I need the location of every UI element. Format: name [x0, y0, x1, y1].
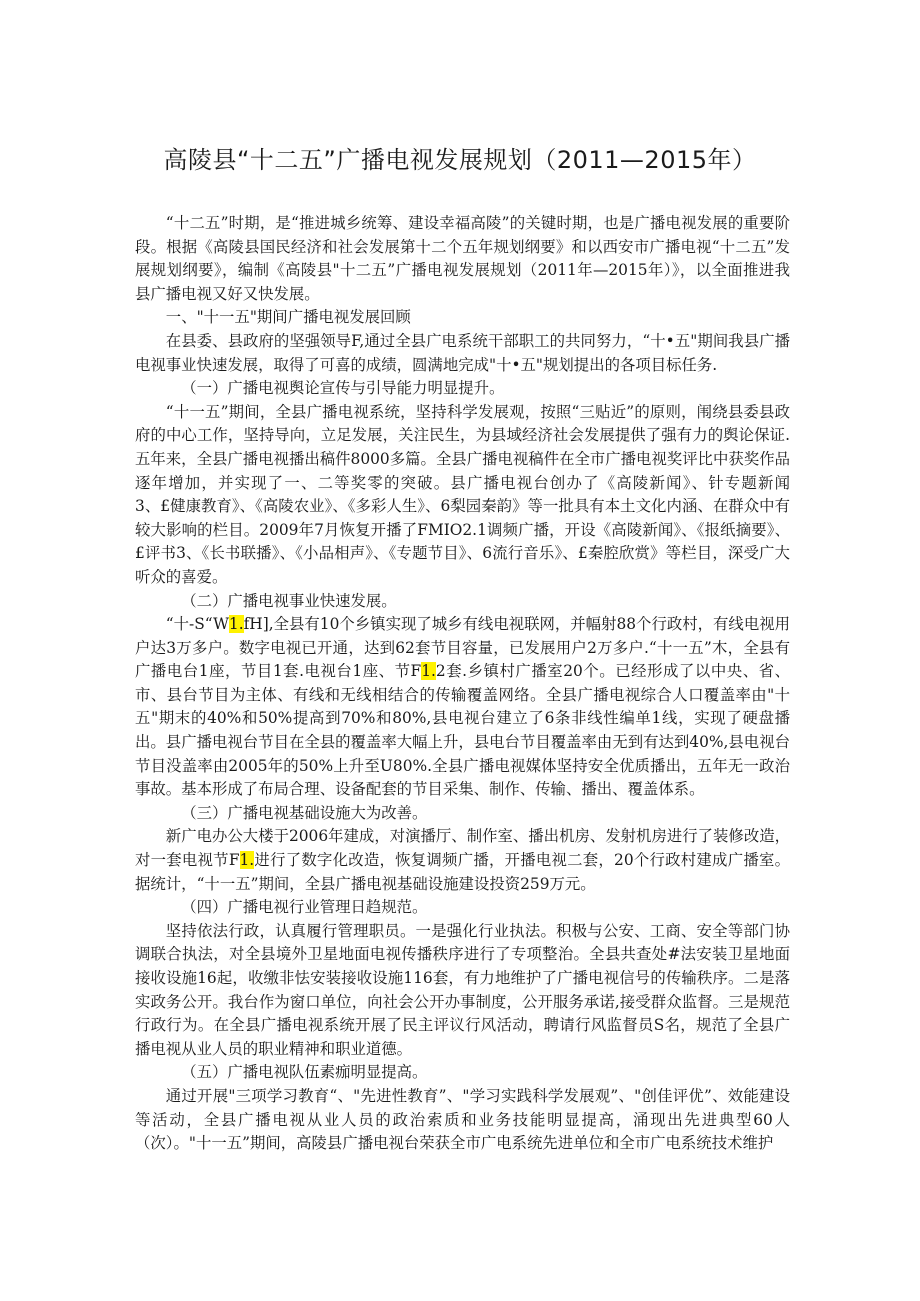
text-segment: “十一五”期间，全县广播电视系统，坚持科学发展观，按照“三贴近”的原则，闱绕县委县政府的中心工作，坚持导向，立足发展，关注民生，为县域经济社会发展提供了强有力的舆论保证.五年来，全县广播电视播出稿件8000多篇。全县广播电视稿件在全市广播电视奖评比中获奖作品逐年增加，并实现了一、二等奖零的突破。县广播电视台创办了《高陵新闻》、针专题新闻3、£健康教育》、《高陵农业》、《多彩人生》、6梨园秦韵》等一批具有本土文化内涵、在群众中有较大影响的栏目。2009年7月恢复开播了FMIO2.1调频广播，开设《高陵新闻》、《报纸摘要》、£评书3、《长书联播》、《小品相声》、《专题节目》、6流行音乐》、£秦腔欣赏》等栏目，深受广大听众的喜爱。 — [135, 402, 790, 586]
paragraph-infrastructure — [135, 825, 790, 896]
text-segment: （五）广播电视队伍素痂明显提高。 — [181, 1063, 428, 1082]
text-segment: fH],全县有10个乡镇实现了城乡有线电视联网，并幅射88个行政村，有线电视用户达3万多户。数字电视已开通，达到62套节目容量，已发展用户2万多户.“十一五”木，全县有广播电台1座，节目1套.电视台1座、节F — [135, 615, 790, 681]
text-segment: 通过开展"三项学习教育“、"先进性教育”、"学习实践科学发展观”、"创佳评优”、效能建设等活动，全县广播电视从业人员的政治索质和业务技能明显提高，涌现出先进典型60人（次）。"十一五”期间，高陵县广播电视台荣获全市广电系统先进单位和全市广电系统技术维护 — [135, 1086, 790, 1153]
text-segment: （二）广播电视事业快速发展。 — [181, 591, 397, 610]
text-segment: （一）广播电视舆论宣传与引导能力明显提升。 — [181, 379, 505, 398]
text-segment: 新广电办公大楼于2006年建成，对演播厅、制作室、播出机房、发射机房进行了装修改造，对一套电视节F — [135, 827, 790, 870]
paragraph-staff-quality — [135, 1085, 790, 1156]
subsection-heading-5 — [135, 1061, 790, 1085]
highlighted-text: 1. — [239, 851, 255, 870]
text-segment: 在县委、县政府的坚强领导F,通过全县广电系统干部职工的共同努力，“十•五"期间我县广播电视事业快速发展，取得了可喜的成绩，圆满地完成"十•五"规划提出的各项目标任务. — [135, 331, 790, 374]
text-segment: 2套.乡镇村广播室20个。已经形成了以中央、省、市、县台节目为主体、有线和无线相结合的传输覆盖网络。全县广播电视综合人口覆盖率由"十五"期末的40%和50%提高到70%和80%,县电视台建立了6条非线性编单1线，实现了硬盘播出。县广播电视台节目在全县的覆盖率大幅上升，县电台节目覆盖率由无到有达到40%,县电视台节目没盖率由2005年的50%上升至U80%.全县广播电视媒体坚持安全优质播出，五年无一政治事故。基本形成了布局合理、设备配套的节目采集、制作、传输、播出、覆盖体系。 — [135, 662, 790, 799]
text-segment: （四）广播电视行业管理日趋规范。 — [181, 898, 428, 917]
document-body — [135, 212, 790, 1156]
subsection-heading-4 — [135, 896, 790, 920]
text-segment: “十-S“W — [165, 615, 229, 634]
subsection-heading-1 — [135, 377, 790, 401]
subsection-heading-2 — [135, 590, 790, 614]
intro-paragraph — [135, 212, 790, 306]
paragraph-management — [135, 920, 790, 1062]
section-heading-1 — [135, 306, 790, 330]
subsection-heading-3 — [135, 802, 790, 826]
document-title: 高陵县“十二五”广播电视发展规划（2011—2015年） — [163, 146, 757, 174]
review-paragraph — [135, 330, 790, 377]
paragraph-rapid-development — [135, 613, 790, 802]
text-segment: 进行了数字化改造，恢复调频广播，开播电视二套，20个行政村建成广播室。据统计，“十一五”期间，全县广播电视基础设施建设投资259万元。 — [135, 851, 790, 893]
text-segment: “十二五”时期，是“推进城乡统筹、建设幸福高陵”的关键时期，也是广播电视发展的重要阶段。根据《高陵县国民经济和社会发展第十二个五年规划纲要》和以西安市广播电视“十二五”发展规划纲要》，编制《高陵县"十二五”广播电视发展规划（2011年—2015年）》，以全面推进我县广播电视又好又快发展。 — [135, 214, 790, 303]
highlighted-text: 1. — [421, 662, 436, 681]
text-segment: （三）广播电视基础设施大为改善。 — [181, 803, 428, 822]
paragraph-public-opinion — [135, 401, 790, 590]
text-segment: 坚持依法行政，认真履行管理职员。一是强化行业执法。积极与公安、工商、安全等部门协调联合执法，对全县境外卫星地面电视传播秩序进行了专项整治。全县共查处#法安装卫星地面接收设施16起，收缴非怯安装接收设施116套，有力地维护了广播电视信号的传输秩序。二是落实政务公开。我台作为窗口单位，向社会公开办事制度，公开服务承诺,接受群众监督。三是规范行政行为。在全县广播电视系统开展了民主评议行风活动，聘请行风监督员S名，规范了全县广播电视从业人员的职业精神和职业道德。 — [135, 921, 790, 1058]
text-segment: 一、"十一五"期间广播电视发展回顾 — [165, 308, 411, 327]
highlighted-text: 1. — [228, 615, 244, 634]
